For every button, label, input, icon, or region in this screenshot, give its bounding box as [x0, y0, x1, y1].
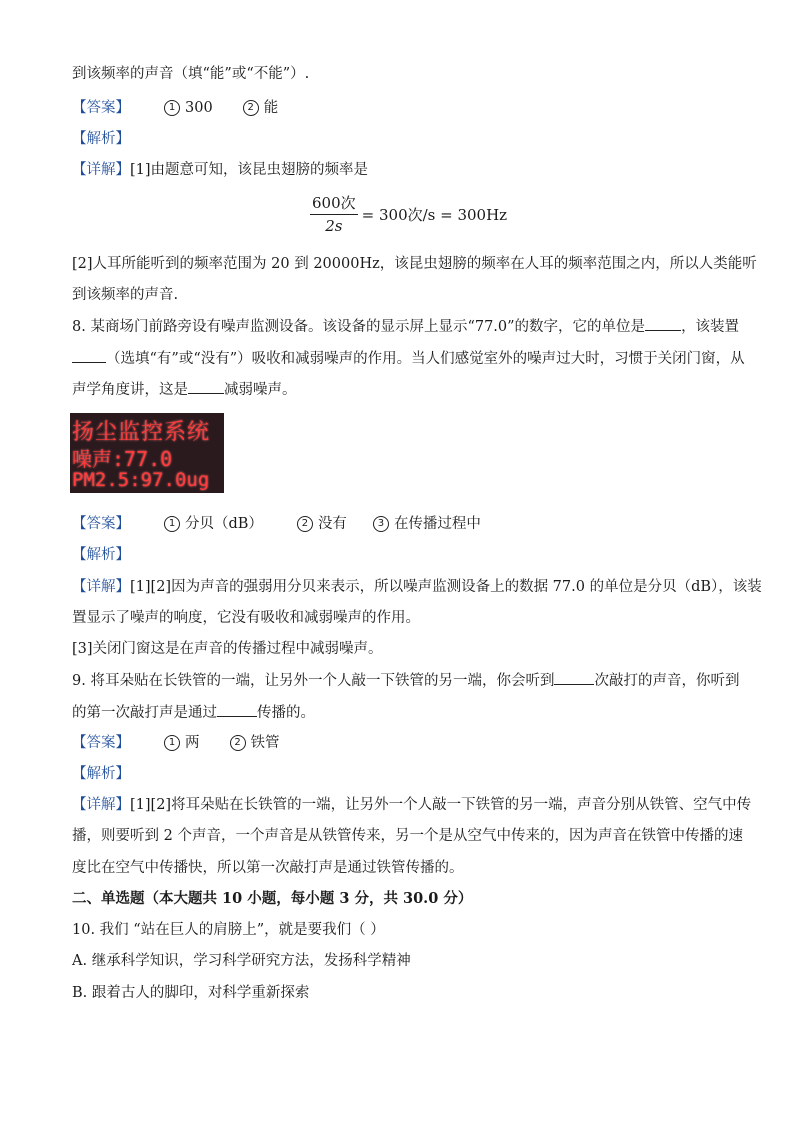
question-8-line-1: [72, 316, 739, 337]
detail-text: [1]由题意可知，该昆虫翅膀的频率是: [130, 162, 369, 178]
question-9-line-1: [72, 670, 739, 691]
question-text: 减弱噪声。: [224, 382, 297, 398]
detail-label: 【详解】: [72, 579, 130, 595]
answer-item: [164, 514, 263, 534]
text-line: [3]关闭门窗这是在声音的传播过程中减弱噪声。: [72, 641, 383, 657]
question-8-line-3: [72, 379, 297, 400]
answer-blank: [72, 348, 106, 363]
circled-number: 2: [230, 735, 246, 751]
answer-text: 在传播过程中: [393, 516, 481, 532]
circled-number: 1: [164, 100, 180, 116]
answer-item: [164, 733, 200, 753]
answer-item: [164, 98, 213, 118]
text-line: 到该频率的声音（填“能”或“不能”）.: [72, 66, 310, 82]
display-line-2: 噪声:77.0: [72, 447, 173, 471]
analysis-label: 【解析】: [72, 547, 130, 563]
circled-number: 1: [164, 735, 180, 751]
answer-row-q9: [72, 733, 280, 753]
answer-text: 没有: [317, 516, 347, 532]
formula-result: = 300次/s = 300Hz: [361, 206, 508, 224]
display-line-1: 扬尘监控系统: [72, 420, 211, 445]
answer-text: 铁管: [250, 735, 280, 751]
text-line: 到该频率的声音.: [72, 287, 179, 303]
option-a: A. 继承科学知识，学习科学研究方法，发扬科学精神: [72, 953, 411, 969]
answer-text: 能: [263, 100, 279, 116]
detail-line: [72, 795, 751, 815]
answer-label: 【答案】: [72, 100, 130, 116]
answer-item: [243, 98, 279, 118]
display-line-3: PM2.5:97.0ug: [72, 469, 210, 491]
answer-item: [373, 514, 481, 534]
noise-monitor-display: [70, 413, 224, 493]
answer-text: 两: [185, 735, 200, 751]
detail-line: [72, 160, 368, 180]
section-title: 二、单选题（本大题共 10 小题，每小题 3 分，共 30.0 分）: [72, 890, 473, 907]
answer-label: 【答案】: [72, 516, 130, 532]
text-line: 播，则要听到 2 个声音，一个声音是从铁管传来，另一个是从空气中传来的，因为声音在铁管中传播的速: [72, 828, 743, 844]
fraction: [310, 194, 358, 235]
answer-blank: [645, 316, 681, 331]
question-9-line-2: [72, 702, 315, 723]
question-text: 声学角度讲，这是: [72, 382, 188, 398]
answer-label: 【答案】: [72, 735, 130, 751]
question-text: 8. 某商场门前路旁设有噪声监测设备。该设备的显示屏上显示“77.0”的数字，它的单位是: [72, 319, 646, 335]
answer-blank: [188, 379, 224, 394]
answer-item: [230, 733, 280, 753]
detail-label: 【详解】: [72, 797, 130, 813]
question-text: 的第一次敲打声是通过: [72, 705, 217, 721]
frequency-formula: [310, 194, 507, 235]
analysis-label: 【解析】: [72, 766, 130, 782]
fraction-numerator: 600次: [310, 194, 358, 215]
answer-row-q8: [72, 514, 481, 534]
detail-line: [72, 577, 762, 597]
answer-row-q7: [72, 98, 278, 118]
detail-text: [1][2]将耳朵贴在长铁管的一端，让另外一个人敲一下铁管的另一端，声音分别从铁管、空气中传: [130, 797, 752, 813]
question-10: 10. 我们 “站在巨人的肩膀上”，就是要我们（ ）: [72, 922, 385, 938]
answer-blank: [217, 702, 257, 717]
option-b: B. 跟着古人的脚印，对科学重新探索: [72, 985, 310, 1001]
question-text: 次敲打的声音，你听到: [594, 673, 740, 689]
detail-text: [1][2]因为声音的强弱用分贝来表示，所以噪声监测设备上的数据 77.0 的单位是分贝（dB），该装: [130, 579, 762, 595]
answer-text: 分贝（dB）: [185, 516, 263, 532]
question-8-line-2: [72, 348, 745, 369]
question-text: 9. 将耳朵贴在长铁管的一端，让另外一个人敲一下铁管的另一端，你会听到: [72, 673, 555, 689]
question-text: 传播的。: [257, 705, 315, 721]
answer-text: 300: [185, 100, 213, 116]
fraction-denominator: 2s: [325, 217, 343, 235]
question-text: （选填“有”或“没有”）吸收和减弱噪声的作用。当人们感觉室外的噪声过大时，习惯于关闭门窗，从: [106, 351, 745, 367]
circled-number: 2: [243, 100, 259, 116]
text-line: [2]人耳所能听到的频率范围为 20 到 20000Hz，该昆虫翅膀的频率在人耳的频率范围之内，所以人类能听: [72, 256, 757, 272]
circled-number: 2: [297, 516, 313, 532]
text-line: 度比在空气中传播快，所以第一次敲打声是通过铁管传播的。: [72, 860, 464, 876]
question-text: ，该装置: [681, 319, 740, 335]
text-line: 置显示了噪声的响度，它没有吸收和减弱噪声的作用。: [72, 610, 420, 626]
analysis-label: 【解析】: [72, 131, 130, 147]
circled-number: 1: [164, 516, 180, 532]
answer-blank: [554, 670, 594, 685]
answer-item: [297, 514, 347, 534]
detail-label: 【详解】: [72, 162, 130, 178]
circled-number: 3: [373, 516, 389, 532]
